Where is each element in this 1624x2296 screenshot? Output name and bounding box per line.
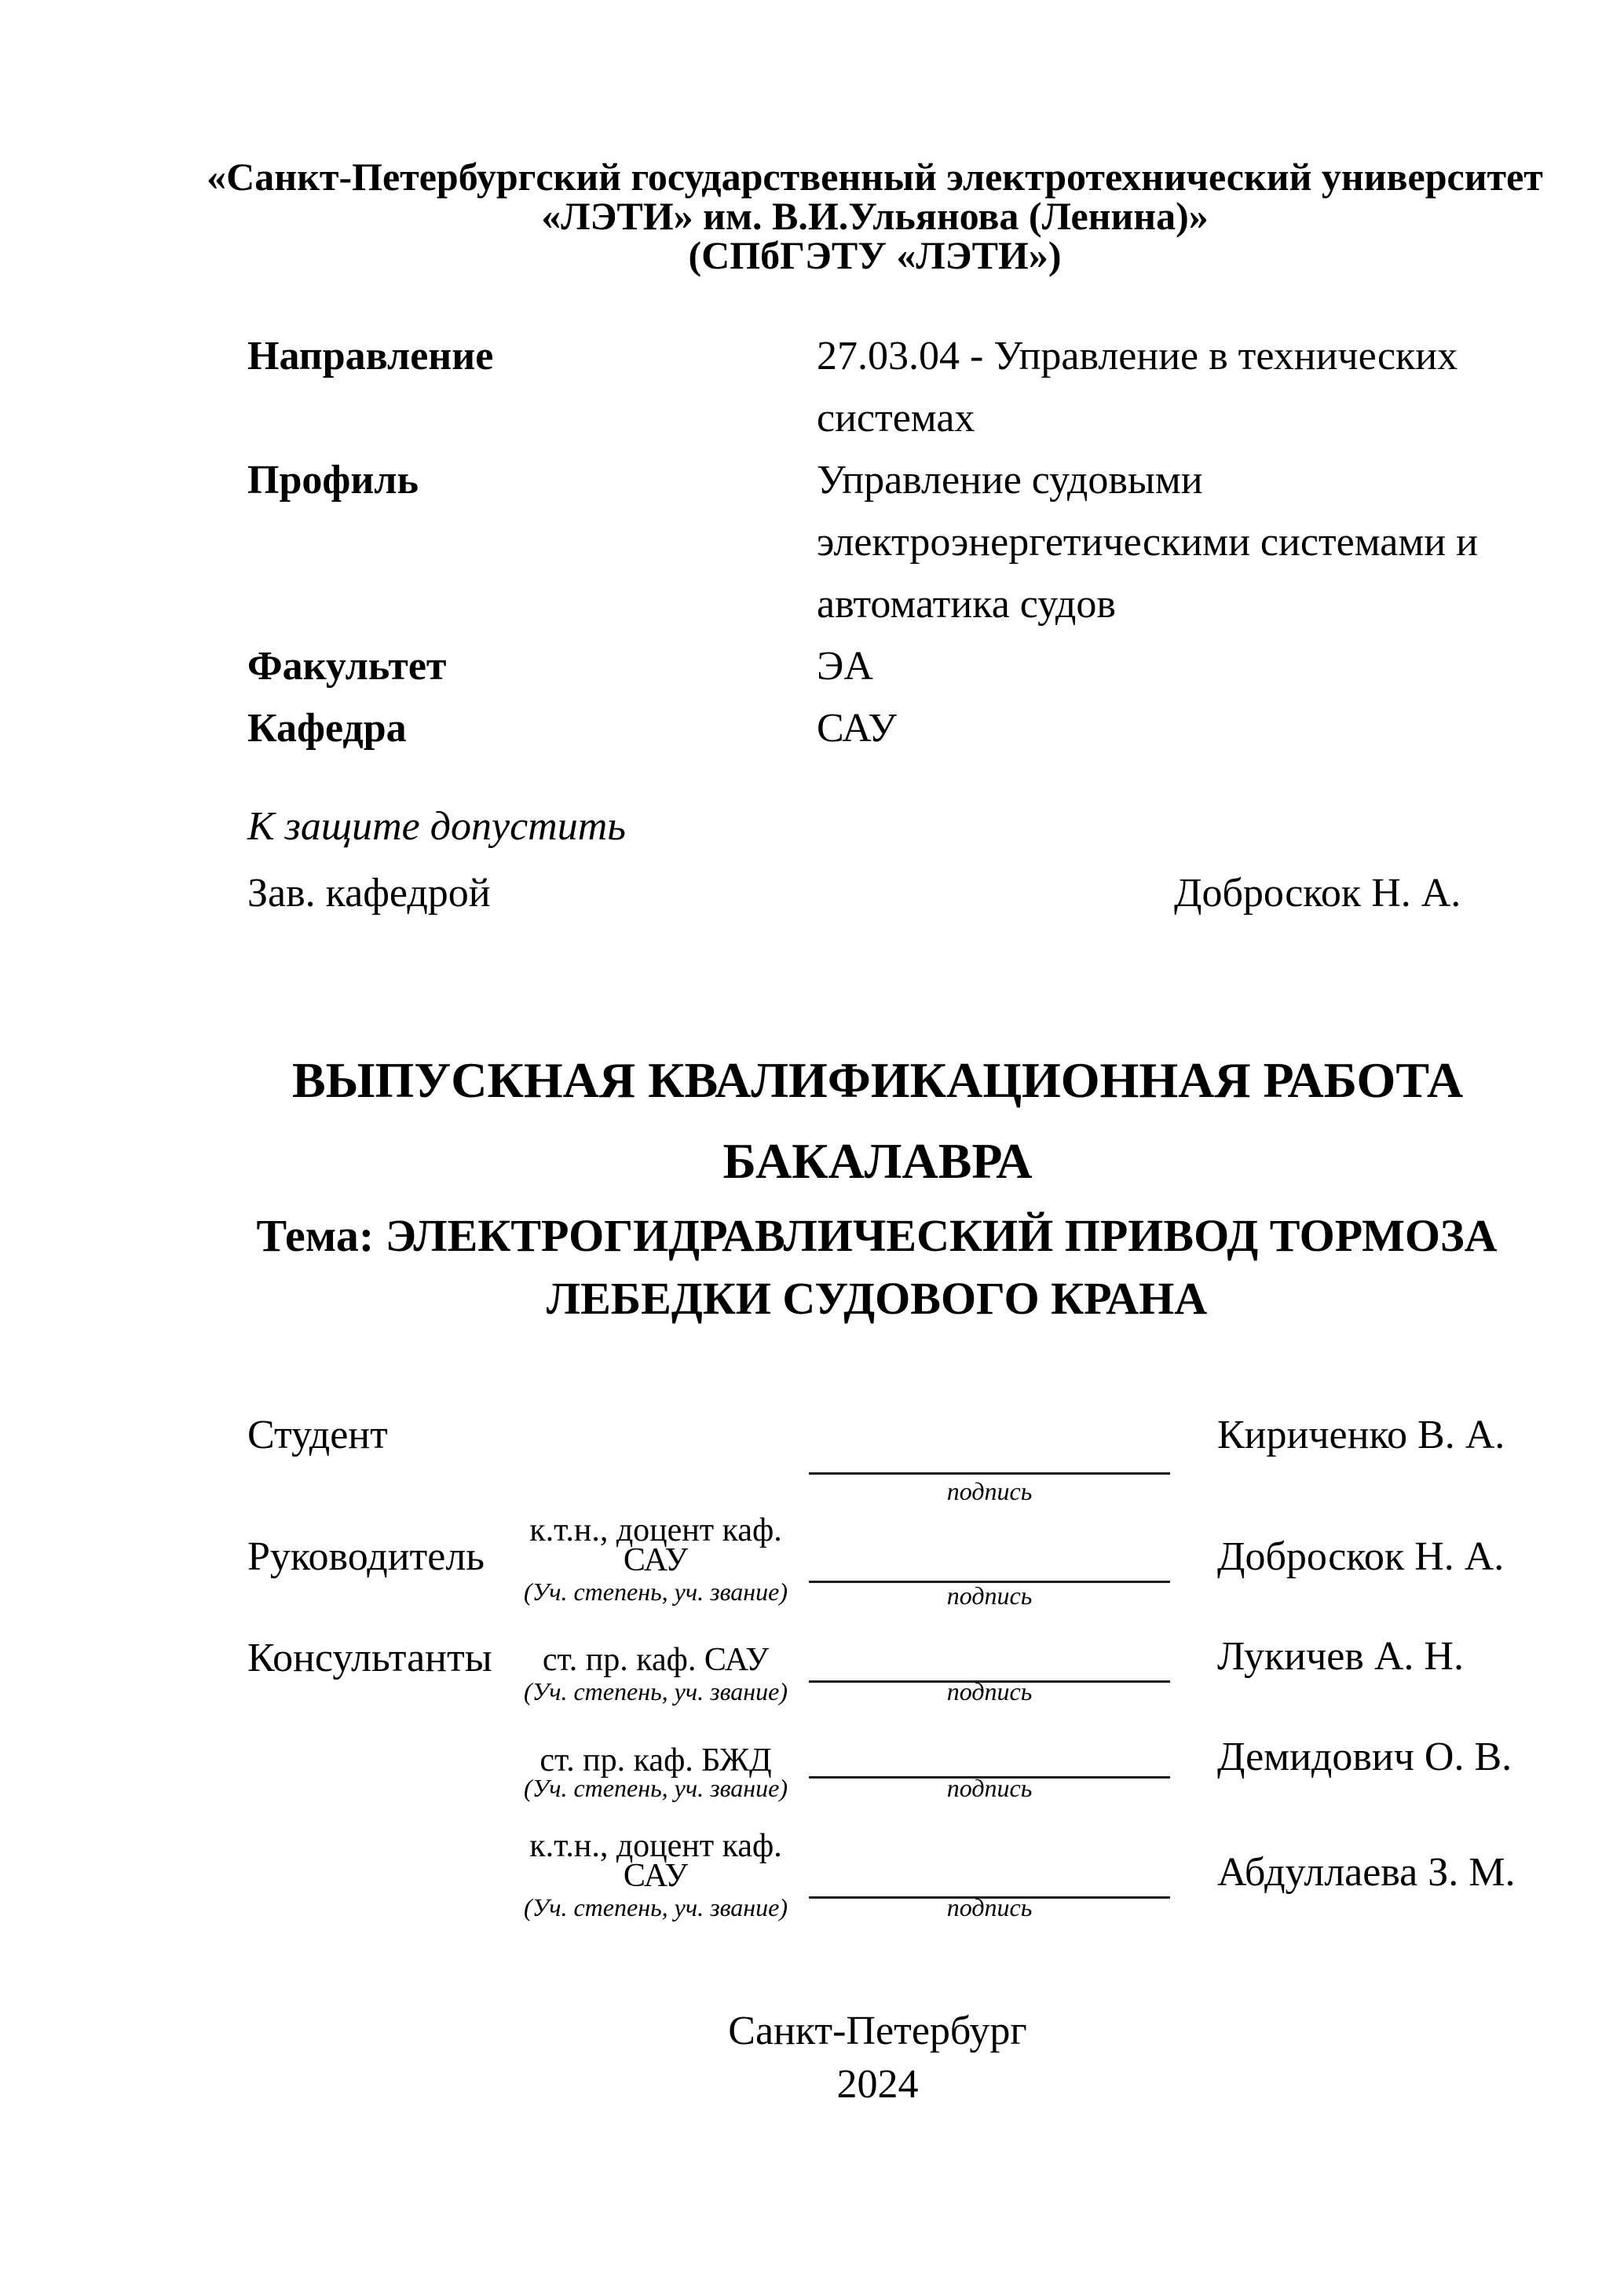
thesis-theme (216, 1205, 1538, 1330)
profile-label: Профиль (247, 458, 419, 503)
supervisor-qualification-line1: к.т.н., доцент каф. (529, 1512, 782, 1548)
supervisor-signature-caption: подпись (946, 1581, 1033, 1610)
consultant3-degree-caption: (Уч. степень, уч. звание) (524, 1893, 788, 1921)
university-header (149, 157, 1600, 275)
university-name-line2: «ЛЭТИ» им. В.И.Ульянова (Ленина)» (541, 194, 1209, 238)
thesis-title (247, 1040, 1508, 1201)
student-role-label: Студент (247, 1413, 388, 1457)
head-of-department-name: Доброскок Н. А. (1174, 871, 1461, 916)
consultant3-qualification-line2: САУ (623, 1858, 689, 1894)
info-row-department (247, 697, 1508, 759)
supervisor-role-label: Руководитель (247, 1534, 485, 1579)
profile-value (817, 449, 1508, 635)
department-value: САУ (817, 706, 897, 751)
department-label: Кафедра (247, 706, 407, 751)
head-of-department-label: Зав. кафедрой (247, 871, 491, 916)
student-name: Кириченко В. А. (1217, 1413, 1505, 1457)
consultant2-qualification: ст. пр. каф. БЖД (540, 1742, 772, 1779)
consultants-role-label: Консультанты (247, 1636, 492, 1680)
admission-permit-line: К защите допустить (247, 804, 626, 849)
university-name-line1: «Санкт-Петербургский государственный электротехнический университет (207, 155, 1543, 199)
thesis-theme-line2: ЛЕБЕДКИ СУДОВОГО КРАНА (546, 1273, 1208, 1324)
consultant1-name: Лукичев А. Н. (1217, 1634, 1464, 1679)
consultant1-qualification: ст. пр. каф. САУ (542, 1642, 770, 1678)
program-info-table (247, 325, 1508, 759)
supervisor-name: Доброскок Н. А. (1217, 1534, 1505, 1579)
thesis-theme-line1: Тема: ЭЛЕКТРОГИДРАВЛИЧЕСКИЙ ПРИВОД ТОРМОЗА (256, 1210, 1498, 1261)
profile-value-line3: автоматика судов (817, 582, 1116, 627)
supervisor-qualification-line2: САУ (623, 1542, 689, 1578)
faculty-value: ЭА (817, 644, 873, 689)
faculty-label: Факультет (247, 644, 447, 689)
direction-label: Направление (247, 334, 494, 378)
student-signature-line (809, 1472, 1170, 1475)
direction-value (817, 325, 1508, 449)
consultant3-signature-caption: подпись (946, 1893, 1033, 1921)
consultant2-name: Демидович О. В. (1217, 1735, 1512, 1779)
profile-value-line2: электроэнергетическими системами и (817, 520, 1478, 565)
info-row-profile (247, 449, 1508, 635)
student-signature-caption: подпись (946, 1477, 1033, 1505)
profile-value-line1: Управление судовыми (817, 458, 1203, 503)
direction-value-line1: 27.03.04 - Управление в технических (817, 334, 1458, 378)
university-abbreviation: (СПбГЭТУ «ЛЭТИ») (688, 233, 1062, 277)
footer-year: 2024 (836, 2062, 919, 2107)
consultant1-signature-caption: подпись (946, 1677, 1033, 1706)
consultant3-qualification-line1: к.т.н., доцент каф. (529, 1828, 782, 1864)
footer-city: Санкт-Петербург (728, 2009, 1027, 2053)
consultant3-name: Абдуллаева З. М. (1217, 1850, 1516, 1895)
consultant1-degree-caption: (Уч. степень, уч. звание) (524, 1677, 788, 1706)
thesis-title-line1: ВЫПУСКНАЯ КВАЛИФИКАЦИОННАЯ РАБОТА (291, 1052, 1464, 1108)
direction-value-line2: системах (817, 396, 975, 441)
consultant2-signature-caption: подпись (946, 1774, 1033, 1802)
info-row-faculty (247, 635, 1508, 697)
consultant2-degree-caption: (Уч. степень, уч. звание) (524, 1774, 788, 1802)
thesis-title-line2: БАКАЛАВРА (722, 1133, 1033, 1189)
info-row-direction (247, 325, 1508, 449)
supervisor-degree-caption: (Уч. степень, уч. звание) (524, 1578, 788, 1606)
